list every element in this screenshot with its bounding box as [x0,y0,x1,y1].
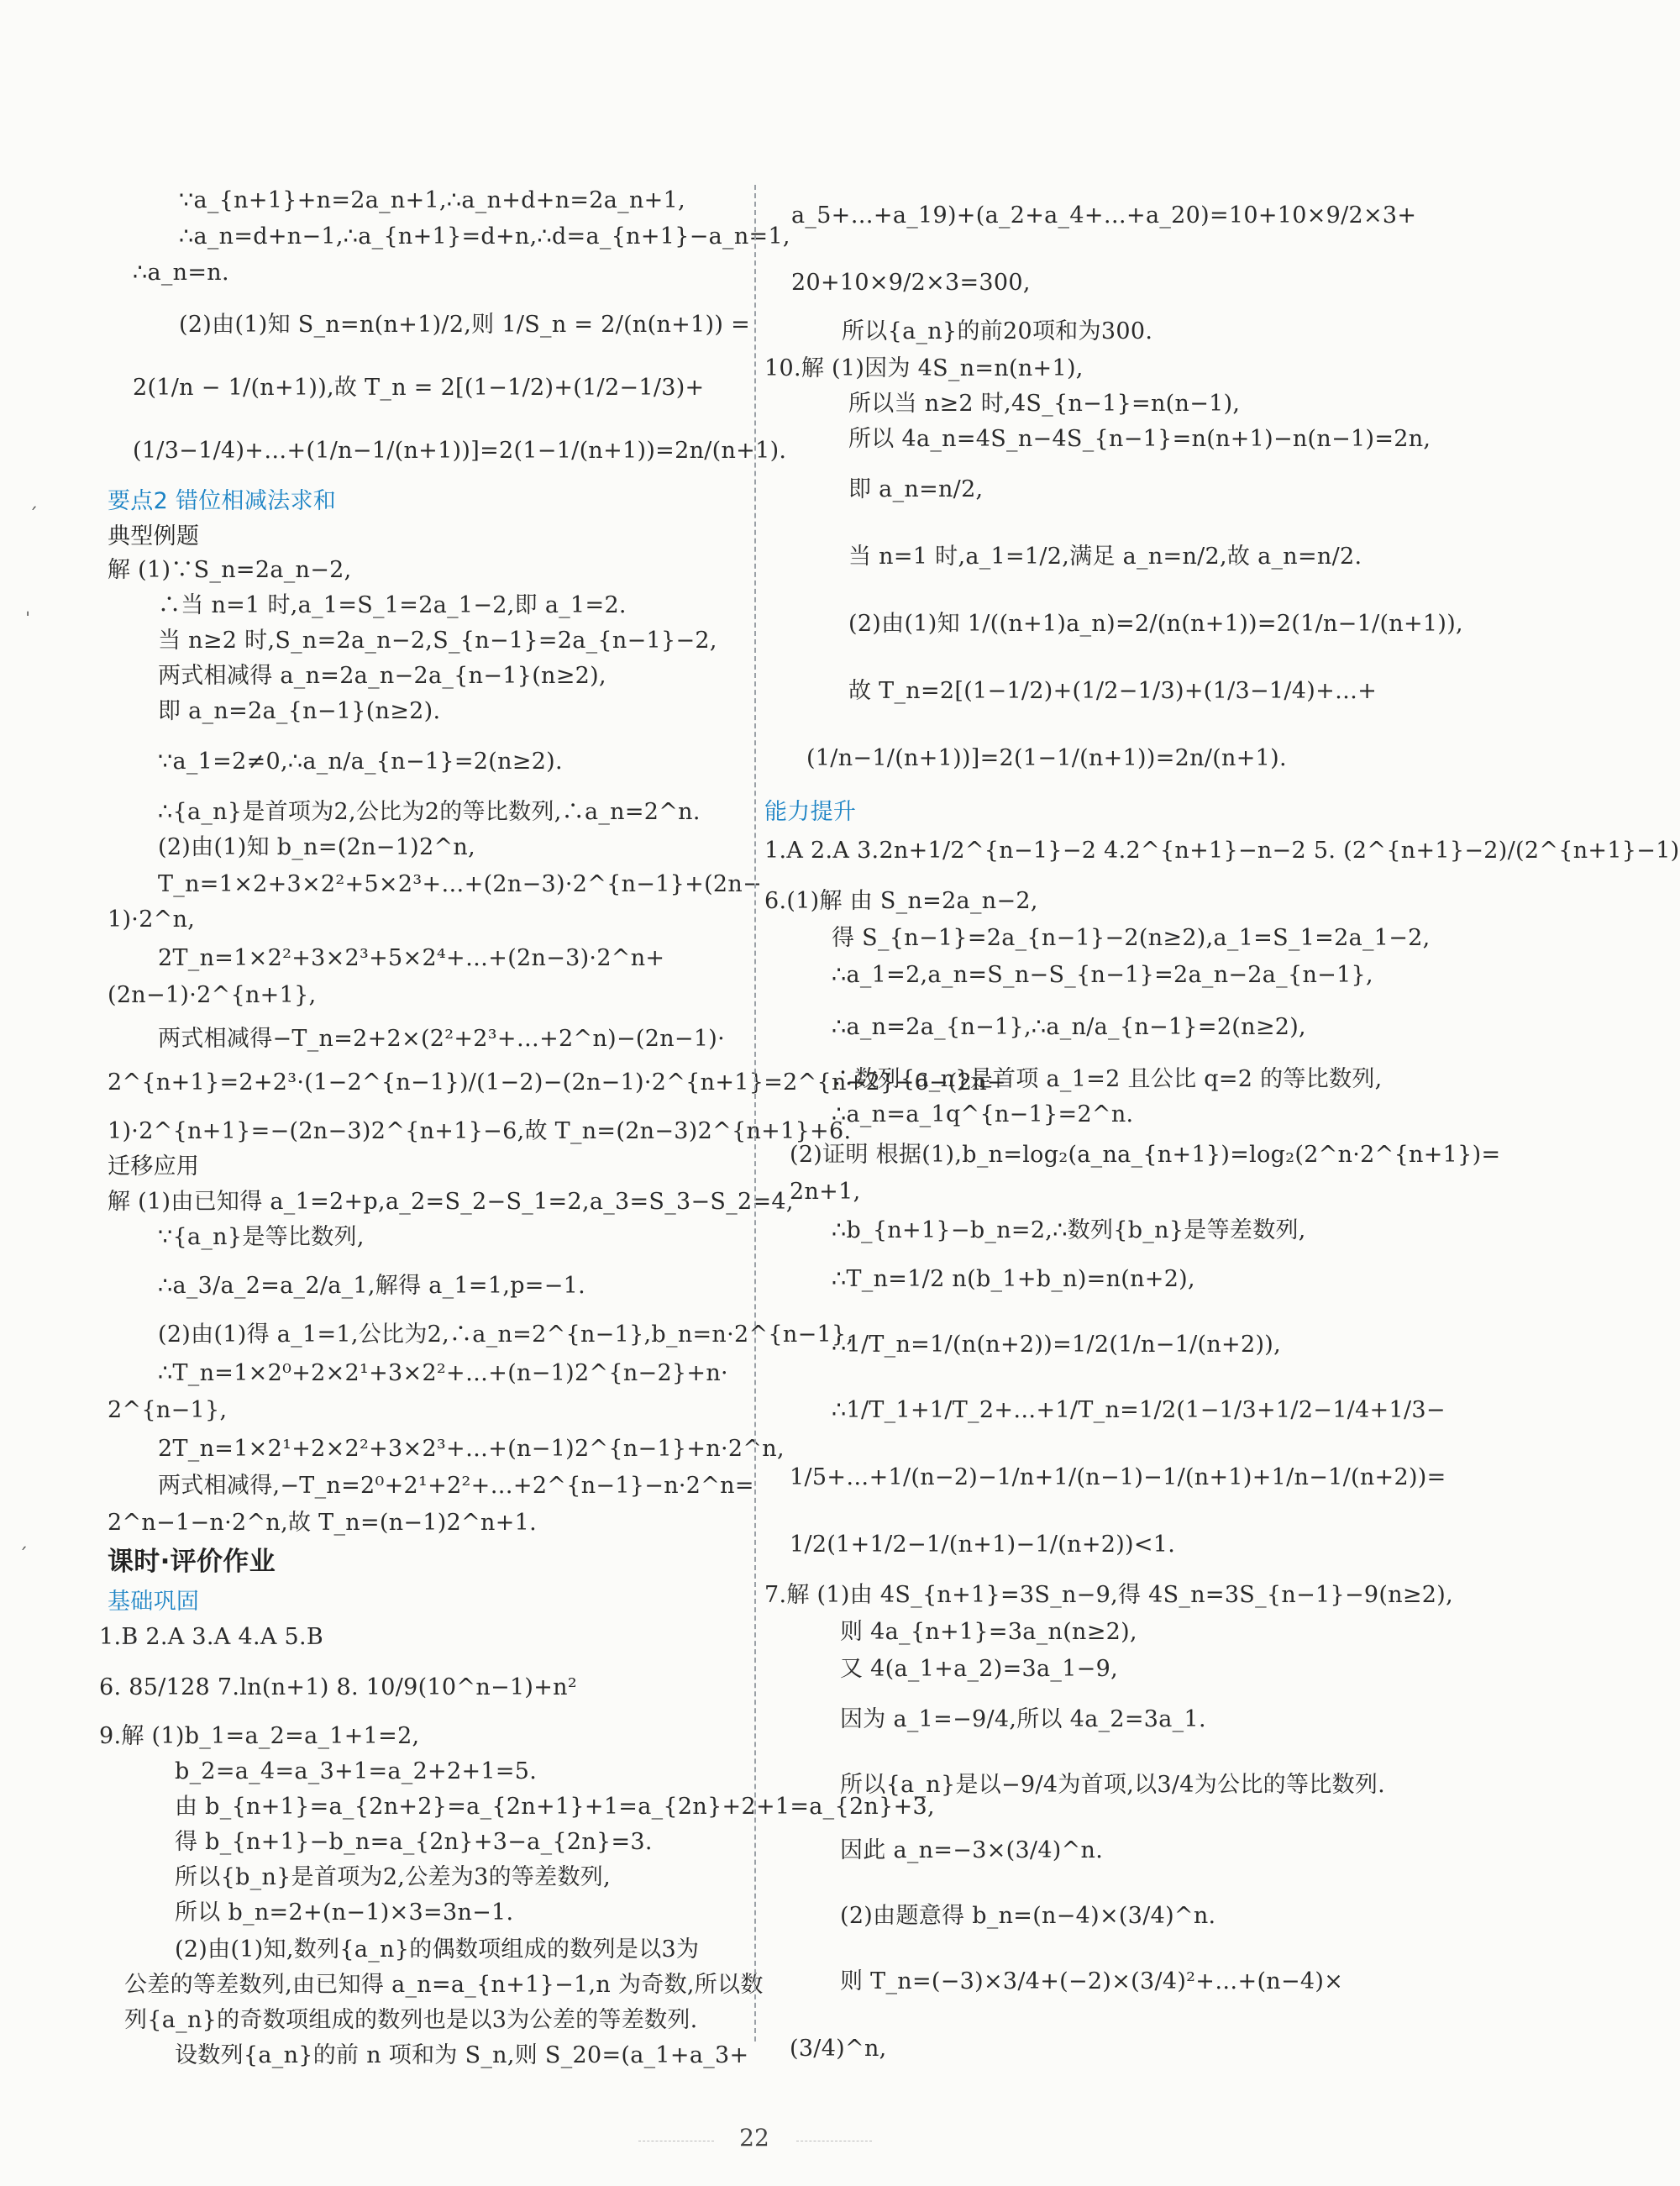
text-line: 所以 b_n=2+(n−1)×3=3n−1. [175,1900,514,1926]
text-line: 9.解 (1)b_1=a_2=a_1+1=2, [99,1723,420,1749]
page-number: 22 [739,2124,769,2152]
text-line: 解 (1)由已知得 a_1=2+p,a_2=S_2−S_1=2,a_3=S_3−S_2=4, [108,1189,794,1215]
text-line: 公差的等差数列,由已知得 a_n=a_{n+1}−1,n 为奇数,所以数 [124,1972,764,1998]
text-line: 因此 a_n=−3×(3/4)^n. [840,1837,1104,1863]
text-line: 2(1/n − 1/(n+1)),故 T_n = 2[(1−1/2)+(1/2−1/3)+ [133,375,705,401]
text-line: 1/2(1+1/2−1/(n+1)−1/(n+2))<1. [790,1532,1176,1558]
text-line: 当 n=1 时,a_1=1/2,满足 a_n=n/2,故 a_n=n/2. [848,544,1362,570]
text-line: ∴{a_n}是首项为2,公比为2的等比数列,∴a_n=2^n. [158,799,701,825]
text-line: (3/4)^n, [790,2036,887,2062]
column-divider [754,185,756,2041]
text-line: (1/n−1/(n+1))]=2(1−1/(n+1))=2n/(n+1). [806,745,1287,771]
text-line: 当 n≥2 时,S_n=2a_n−2,S_{n−1}=2a_{n−1}−2, [158,628,717,654]
section-heading: 能力提升 [764,799,857,825]
text-line: ∴T_n=1×2⁰+2×2¹+3×2²+…+(n−1)2^{n−2}+n· [158,1360,728,1386]
text-line: 所以{a_n}的前20项和为300. [842,318,1153,344]
text-line: (2)由(1)知,数列{a_n}的偶数项组成的数列是以3为 [175,1936,700,1963]
text-line: 得 S_{n−1}=2a_{n−1}−2(n≥2),a_1=S_1=2a_1−2, [832,925,1431,951]
text-line: ∵{a_n}是等比数列, [158,1224,365,1250]
margin-mark: ˊ [29,506,38,527]
text-line: (2n−1)·2^{n+1}, [108,982,317,1008]
text-line: (1/3−1/4)+…+(1/n−1/(n+1))]=2(1−1/(n+1))=2n/(n+1). [133,438,787,464]
text-line: 两式相减得,−T_n=2⁰+2¹+2²+…+2^{n−1}−n·2^n= [158,1473,754,1499]
text-line: 由 b_{n+1}=a_{2n+2}=a_{2n+1}+1=a_{2n}+2+1=a_{2n}+3, [175,1794,935,1820]
text-line: T_n=1×2+3×2²+5×2³+…+(2n−3)·2^{n−1}+(2n− [158,871,763,897]
text-line: 所以{b_n}是首项为2,公差为3的等差数列, [175,1864,611,1890]
text-line: 则 T_n=(−3)×3/4+(−2)×(3/4)²+…+(n−4)× [840,1968,1344,1994]
text-line: 因为 a_1=−9/4,所以 4a_2=3a_1. [840,1706,1206,1732]
text-line: 6. 85/128 7.ln(n+1) 8. 10/9(10^n−1)+n² [99,1674,577,1700]
text-line: (2)由(1)知 1/((n+1)a_n)=2/(n(n+1))=2(1/n−1/(n+1)), [848,611,1463,637]
text-line: ∴a_1=2,a_n=S_n−S_{n−1}=2a_n−2a_{n−1}, [832,962,1373,988]
text-line: 解 (1)∵S_n=2a_n−2, [108,557,352,583]
text-line: 设数列{a_n}的前 n 项和为 S_n,则 S_20=(a_1+a_3+ [175,2042,749,2068]
text-line: 即 a_n=n/2, [848,476,984,502]
text-line: 2T_n=1×2¹+2×2²+3×2³+…+(n−1)2^{n−1}+n·2^n, [158,1436,785,1462]
text-line: 2^{n+1}=2+2³·(1−2^{n−1})/(1−2)−(2n−1)·2^{n+1}=2^{n+2}−6−(2n− [108,1069,1006,1096]
section-heading: 要点2 错位相减法求和 [108,488,337,514]
text-line: 7.解 (1)由 4S_{n+1}=3S_n−9,得 4S_n=3S_{n−1}−9(n≥2), [764,1582,1453,1608]
text-line: 2T_n=1×2²+3×2³+5×2⁴+…+(2n−3)·2^n+ [158,945,665,971]
text-line: ∴a_3/a_2=a_2/a_1,解得 a_1=1,p=−1. [158,1273,586,1299]
text-line: (2)由题意得 b_n=(n−4)×(3/4)^n. [840,1903,1216,1929]
text-line: ∵a_{n+1}+n=2a_n+1,∴a_n+d+n=2a_n+1, [179,187,685,213]
text-line: 所以当 n≥2 时,4S_{n−1}=n(n−1), [848,391,1241,417]
text-line: 1)·2^n, [108,906,196,933]
text-line: 所以{a_n}是以−9/4为首项,以3/4为公比的等比数列. [840,1772,1386,1798]
text-line: 2^n−1−n·2^n,故 T_n=(n−1)2^n+1. [108,1510,537,1536]
text-line: (2)证明 根据(1),b_n=log₂(a_na_{n+1})=log₂(2^n·2^{n+1})= [790,1142,1501,1168]
margin-mark: ˈ [25,610,31,631]
text-line: 列{a_n}的奇数项组成的数列也是以3为公差的等差数列. [124,2007,698,2033]
text-line: 2n+1, [790,1179,861,1205]
text-line: ∴T_n=1/2 n(b_1+b_n)=n(n+2), [832,1266,1195,1292]
text-line: 1)·2^{n+1}=−(2n−3)2^{n+1}−6,故 T_n=(2n−3)2^{n+1}+6. [108,1118,852,1144]
text-line: (2)由(1)知 b_n=(2n−1)2^n, [158,834,475,860]
text-line: a_5+…+a_19)+(a_2+a_4+…+a_20)=10+10×9/2×3+ [791,202,1417,229]
section-heading: 课时·评价作业 [108,1547,276,1577]
text-line: ∴1/T_1+1/T_2+…+1/T_n=1/2(1−1/3+1/2−1/4+1/3− [832,1397,1446,1423]
subsection-heading: 迁移应用 [108,1153,200,1180]
subsection-heading: 典型例题 [108,523,200,549]
text-line: ∴1/T_n=1/(n(n+2))=1/2(1/n−1/(n+2)), [832,1332,1282,1358]
text-line: 1/5+…+1/(n−2)−1/n+1/(n−1)−1/(n+1)+1/n−1/(n+2))= [790,1464,1446,1490]
text-line: 1.B 2.A 3.A 4.A 5.B [99,1624,324,1650]
text-line: ∴a_n=d+n−1,∴a_{n+1}=d+n,∴d=a_{n+1}−a_n=1, [179,223,790,250]
text-line: 2^{n−1}, [108,1397,228,1423]
text-line: 两式相减得−T_n=2+2×(2²+2³+…+2^n)−(2n−1)· [158,1026,726,1052]
text-line: b_2=a_4=a_3+1=a_2+2+1=5. [175,1758,538,1784]
text-line: ∴当 n=1 时,a_1=S_1=2a_1−2,即 a_1=2. [158,592,627,618]
text-line: ∵a_1=2≠0,∴a_n/a_{n−1}=2(n≥2). [158,749,563,775]
text-line: 故 T_n=2[(1−1/2)+(1/2−1/3)+(1/3−1/4)+…+ [848,678,1378,704]
text-line: 则 4a_{n+1}=3a_n(n≥2), [840,1619,1137,1645]
margin-mark: ˊ [18,1546,28,1567]
text-line: (2)由(1)得 a_1=1,公比为2,∴a_n=2^{n−1},b_n=n·2^{n−1}, [158,1322,854,1348]
text-line: ∴b_{n+1}−b_n=2,∴数列{b_n}是等差数列, [832,1217,1306,1243]
text-line: ∴a_n=2a_{n−1},∴a_n/a_{n−1}=2(n≥2), [832,1014,1306,1040]
text-line: 又 4(a_1+a_2)=3a_1−9, [840,1656,1118,1682]
text-line: 1.A 2.A 3.2n+1/2^{n−1}−2 4.2^{n+1}−n−2 5. (2^{n+1}−2)/(2^{n+1}−1) [764,838,1680,864]
text-line: 20+10×9/2×3=300, [791,270,1031,296]
text-line: 得 b_{n+1}−b_n=a_{2n}+3−a_{2n}=3. [175,1829,653,1855]
text-line: 10.解 (1)因为 4S_n=n(n+1), [764,355,1084,381]
text-line: 6.(1)解 由 S_n=2a_n−2, [764,888,1038,914]
page-footer [0,2124,1509,2157]
text-line: ∴a_n=n. [133,260,229,286]
text-line: 所以 4a_n=4S_n−4S_{n−1}=n(n+1)−n(n−1)=2n, [848,426,1431,452]
text-line: 即 a_n=2a_{n−1}(n≥2). [158,698,441,724]
text-line: 两式相减得 a_n=2a_n−2a_{n−1}(n≥2), [158,663,606,689]
text-line: ∴a_n=a_1q^{n−1}=2^n. [832,1101,1134,1127]
text-line: ∴数列{a_n}是首项 a_1=2 且公比 q=2 的等比数列, [832,1066,1383,1092]
section-heading: 基础巩固 [108,1589,200,1615]
text-line: (2)由(1)知 S_n=n(n+1)/2,则 1/S_n = 2/(n(n+1)) = [179,312,751,338]
